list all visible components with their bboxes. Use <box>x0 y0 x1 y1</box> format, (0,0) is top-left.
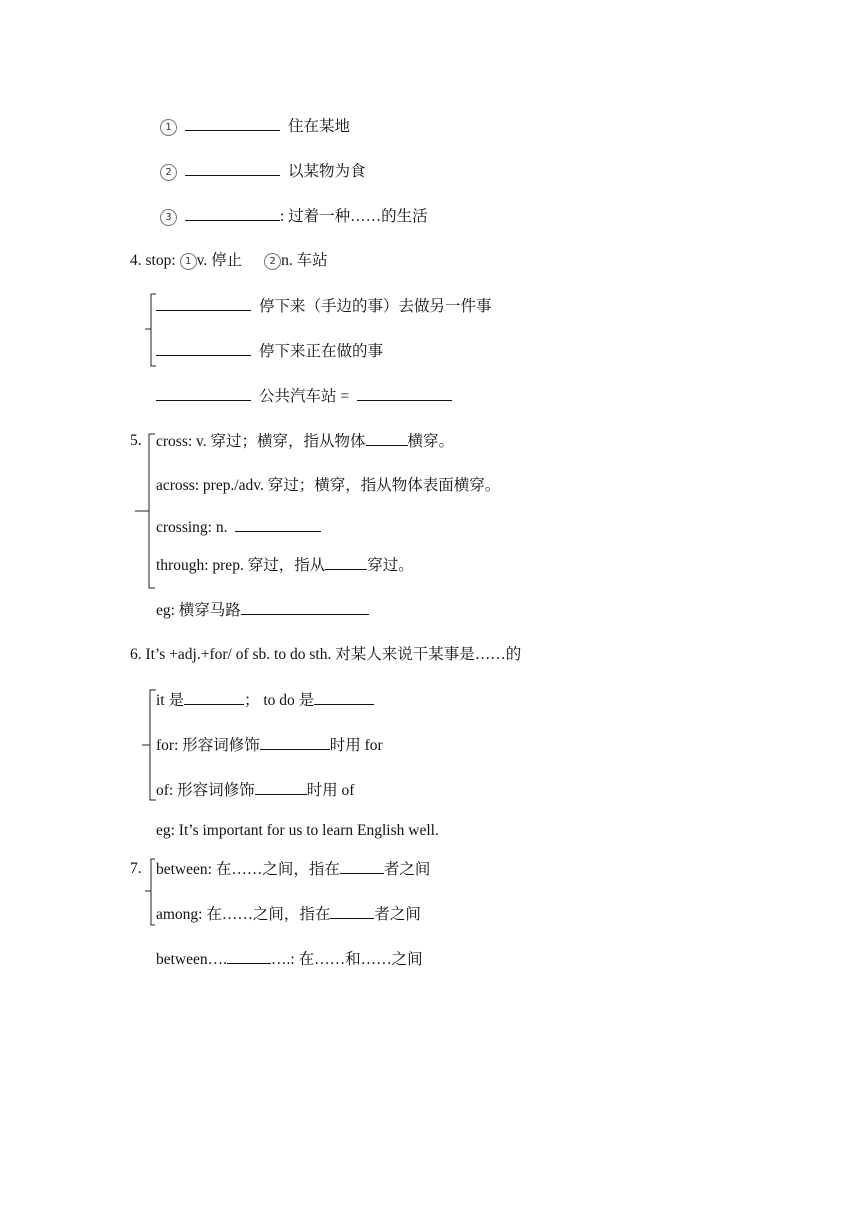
bracket-s6 <box>141 689 157 801</box>
s4-heading-word: 4. stop: <box>130 252 176 269</box>
s5-row-1-tail: 横穿。 <box>407 433 455 450</box>
s4-row-1-text: 停下来（手边的事）去做另一件事 <box>259 298 492 315</box>
circled-number-1: 1 <box>180 253 197 270</box>
s4-row-1 <box>156 296 492 317</box>
bracket-s5 <box>134 433 156 589</box>
s3-row-2-text: 以某物为食 <box>288 163 366 180</box>
s4-row-3 <box>156 386 452 407</box>
s6-row-3-tail: 时用 of <box>306 782 355 799</box>
circled-number-2: 2 <box>264 253 281 270</box>
s5-row-3-text: crossing: n. <box>156 519 228 536</box>
s5-row-4-tail: 穿过。 <box>367 557 414 574</box>
s7-row-3 <box>156 949 423 970</box>
s4-meaning-verb: v. 停止 <box>196 252 243 269</box>
s5-row-1 <box>156 431 454 452</box>
s6-example: eg: It’s important for us to learn English well. <box>156 822 439 839</box>
circled-number-3: 3 <box>160 209 177 226</box>
s5-row-4-text: through: prep. 穿过，指从 <box>156 557 326 574</box>
fill-blank[interactable] <box>185 161 280 176</box>
s4-row-3-text: 公共汽车站 = <box>259 388 350 405</box>
s5-number: 5. <box>130 432 142 449</box>
fill-blank[interactable] <box>241 600 369 615</box>
fill-blank[interactable] <box>260 735 330 750</box>
fill-blank[interactable] <box>330 904 374 919</box>
s6-row-1-text: it 是 <box>156 692 184 709</box>
s7-row-1 <box>156 859 430 880</box>
fill-blank[interactable] <box>325 555 367 570</box>
s5-row-4 <box>156 555 414 576</box>
fill-blank[interactable] <box>185 206 280 221</box>
s7-number: 7. <box>130 860 142 877</box>
fill-blank[interactable] <box>357 386 452 401</box>
s4-heading <box>130 251 328 271</box>
fill-blank[interactable] <box>340 859 384 874</box>
s7-row-2 <box>156 904 421 925</box>
s3-row-3 <box>160 206 428 227</box>
s5-row-3 <box>156 517 321 538</box>
s5-row-2 <box>156 476 500 496</box>
fill-blank[interactable] <box>156 296 251 311</box>
fill-blank[interactable] <box>185 116 280 131</box>
fill-blank[interactable] <box>314 690 374 705</box>
s7-row-2-text: among: 在……之间，指在 <box>156 906 331 923</box>
fill-blank[interactable] <box>366 431 408 446</box>
fill-blank[interactable] <box>156 341 251 356</box>
fill-blank[interactable] <box>235 517 321 532</box>
s5-row-2-text: across: prep./adv. 穿过；横穿，指从物体表面横穿。 <box>156 477 501 494</box>
s6-row-2 <box>156 735 383 756</box>
bracket-s4 <box>143 293 157 367</box>
bracket-s7 <box>144 858 156 926</box>
s7-row-1-tail: 者之间 <box>383 861 431 878</box>
s6-row-1-mid: ； to do 是 <box>244 692 315 709</box>
s6-row-2-tail: 时用 for <box>329 737 383 754</box>
s7-row-3-tail: ….: 在……和……之间 <box>271 951 423 968</box>
s5-example-text: eg: 横穿马路 <box>156 602 241 619</box>
s3-row-3-text: : 过着一种……的生活 <box>280 208 428 225</box>
s4-row-2-text: 停下来正在做的事 <box>259 343 384 360</box>
s5-row-1-text: cross: v. 穿过；横穿，指从物体 <box>156 433 366 450</box>
circled-number-1: 1 <box>160 119 177 136</box>
fill-blank[interactable] <box>255 780 307 795</box>
s6-row-1 <box>156 690 374 711</box>
fill-blank[interactable] <box>227 949 271 964</box>
s4-meaning-noun: n. 车站 <box>281 252 328 269</box>
s6-heading: 6. It’s +adj.+for/ of sb. to do sth. 对某人来说干某事是……的 <box>130 646 522 663</box>
s7-row-1-text: between: 在……之间，指在 <box>156 861 340 878</box>
s6-row-2-text: for: 形容词修饰 <box>156 737 260 754</box>
s5-example <box>156 600 369 621</box>
s4-row-2 <box>156 341 383 362</box>
circled-number-2: 2 <box>160 164 177 181</box>
s3-row-1-text: 住在某地 <box>288 118 351 135</box>
fill-blank[interactable] <box>156 386 251 401</box>
s6-row-3-text: of: 形容词修饰 <box>156 782 255 799</box>
s3-row-1 <box>160 116 350 137</box>
s6-row-3 <box>156 780 354 801</box>
s7-row-2-tail: 者之间 <box>374 906 421 923</box>
fill-blank[interactable] <box>184 690 244 705</box>
s3-row-2 <box>160 161 366 182</box>
s7-row-3-text: between…. <box>156 951 228 968</box>
